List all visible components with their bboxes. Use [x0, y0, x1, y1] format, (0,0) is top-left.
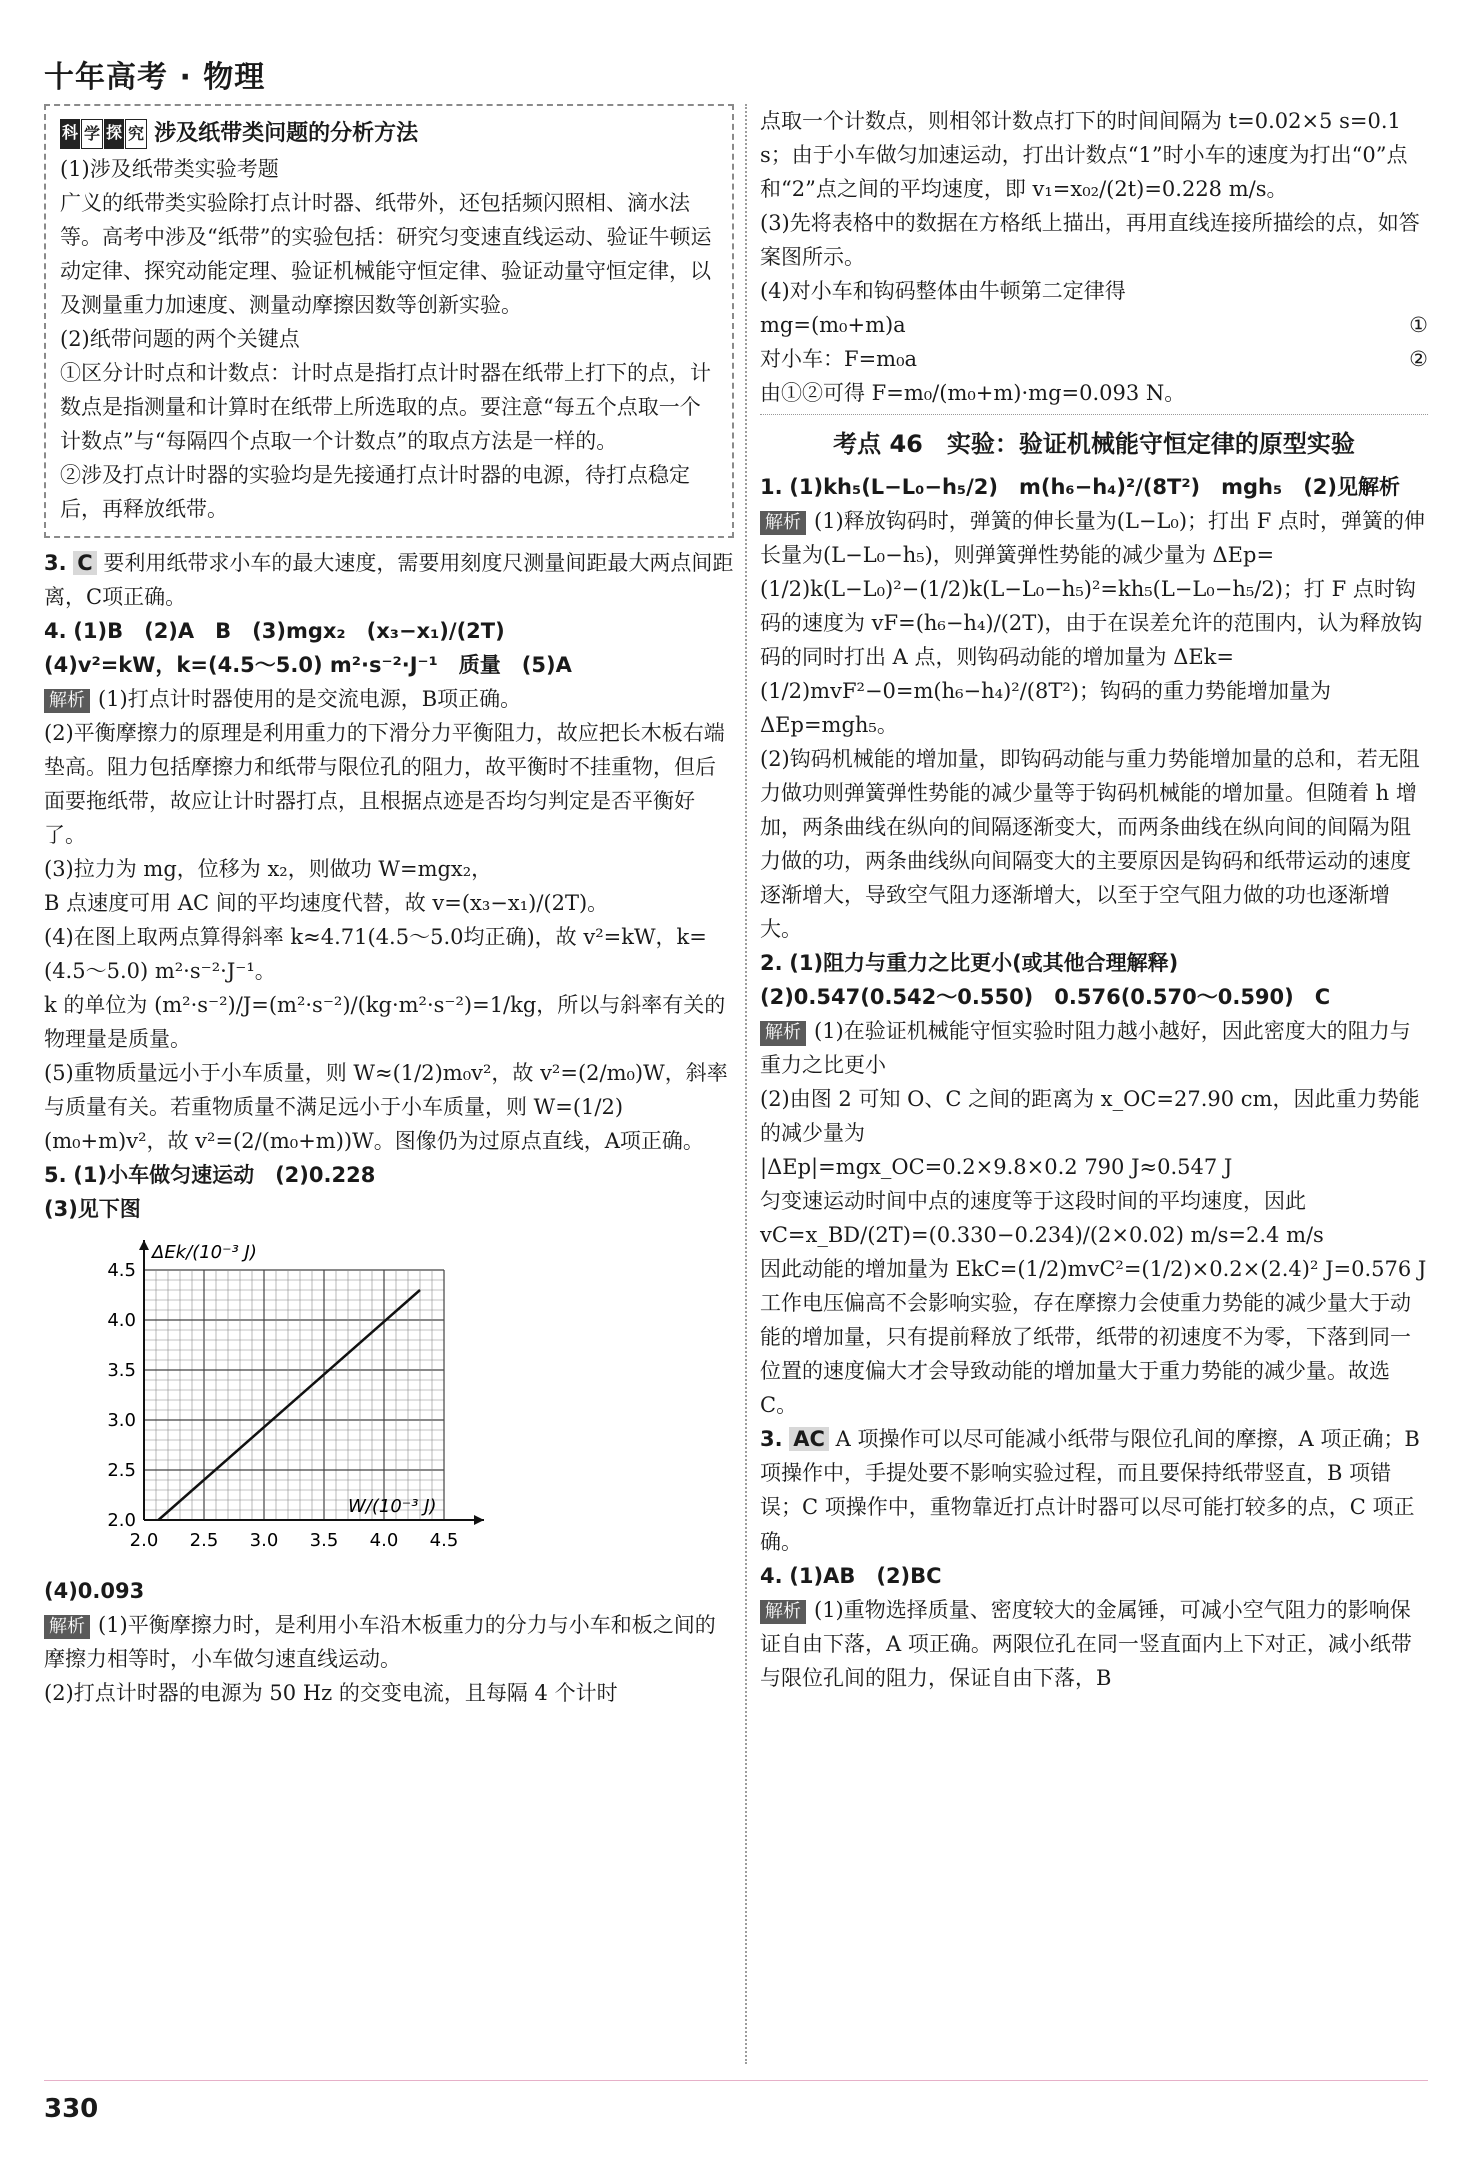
analysis-line: (2)打点计时器的电源为 50 Hz 的交变电流，且每隔 4 个计时 — [44, 1681, 618, 1706]
analysis-line: |ΔEp|=mgx_OC=0.2×9.8×0.2 790 J≈0.547 J — [760, 1155, 1233, 1180]
equation-3: 由①②可得 F=m₀/(m₀+m)·mg=0.093 N。 — [760, 381, 1186, 406]
fit-line — [158, 1290, 420, 1520]
chart-svg — [84, 1230, 504, 1560]
answer-line: (1)小车做匀速运动 (2)0.228 — [73, 1163, 376, 1188]
y-tick-label: 2.0 — [107, 1510, 136, 1532]
cont-line: (3)先将表格中的数据在方格纸上描出，再用直线连接所描绘的点，如答案图所示。 — [760, 211, 1420, 270]
analysis-tag: 解析 — [760, 1021, 806, 1045]
answer-line: (4)v²=kW，k=(4.5～5.0) m²·s⁻²·J⁻¹ 质量 (5)A — [44, 652, 572, 677]
y-tick-label: 2.5 — [107, 1460, 136, 1482]
analysis-para — [44, 682, 734, 716]
science-explore-badge — [60, 119, 148, 149]
analysis-tag: 解析 — [44, 1615, 90, 1639]
answer-line: (2)0.547(0.542～0.550) 0.576(0.570～0.590) C — [760, 985, 1331, 1010]
analysis-line: 因此动能的增加量为 EkC=(1/2)mvC²=(1/2)×0.2×(2.4)² J=0.576 J — [760, 1257, 1427, 1282]
answer-line: (4)0.093 — [44, 1579, 145, 1604]
analysis-line: (2)由图 2 可知 O、C 之间的距离为 x_OC=27.90 cm，因此重力势能的减少量为 — [760, 1087, 1420, 1146]
analysis-line: (2)钩码机械能的增加量，即钩码动能与重力势能增加量的总和，若无阻力做功则弹簧弹性势能的减少量等于钩码机械能的增加量。但随着 h 增加，两条曲线在纵向的间隔逐渐变大，而两条曲线在纵向间的间隔为阻力做的功，两条曲线纵向间隔变大的主要原因是钩码和纸带运动的速度逐渐增大，导致空气阻力逐渐增大，以至于空气阻力做的功也逐渐增大。 — [760, 747, 1420, 942]
science-explore-box — [44, 104, 734, 538]
analysis-line: (1)重物选择质量、密度较大的金属锤，可减小空气阻力的影响保证自由下落，A 项正确。两限位孔在同一竖直面内上下对正，减小纸带与限位孔间的阻力，保证自由下落，B — [760, 1597, 1412, 1690]
box-title-row — [60, 116, 718, 152]
question-4-answer — [44, 614, 734, 648]
answer-choice: AC — [789, 1427, 829, 1451]
analysis-para — [760, 504, 1428, 742]
analysis-para — [760, 1593, 1428, 1695]
y-tick-label: 4.5 — [107, 1260, 136, 1282]
x-tick-label: 3.5 — [309, 1530, 339, 1552]
footer-rule — [44, 2080, 1428, 2081]
question-number: 3. — [44, 550, 67, 575]
equation-mark: ② — [1409, 347, 1428, 372]
y-axis-label: ΔEk/(10⁻³ J) — [152, 1242, 257, 1264]
x-tick-label: 2.0 — [129, 1530, 159, 1552]
y-axis-arrow — [139, 1240, 149, 1250]
analysis-tag: 解析 — [44, 689, 90, 713]
question-text: A 项操作可以尽可能减小纸带与限位孔间的摩擦，A 项正确；B 项操作中，手提处要不影响实验过程，而且要保持纸带竖直，B 项错误；C 项操作中，重物靠近打点计时器可以尽可能打较多的点，C 项正确。 — [760, 1427, 1420, 1554]
analysis-line: (1)在验证机械能守恒实验时阻力越小越好，因此密度大的阻力与重力之比更小 — [760, 1019, 1411, 1078]
question-3 — [44, 546, 734, 614]
x-tick-label: 4.0 — [369, 1530, 399, 1552]
column-divider — [745, 104, 747, 2064]
analysis-line: 工作电压偏高不会影响实验，存在摩擦力会使重力势能的减少量大于动能的增加量，只有提前释放了纸带，纸带的初速度不为零，下落到同一位置的速度偏大才会导致动能的增加量大于重力势能的减少量。故选 C。 — [760, 1291, 1411, 1418]
analysis-para — [44, 1608, 734, 1676]
answer-choice: C — [73, 551, 96, 575]
answer-line: (1)B (2)A B (3)mgx₂ (x₃−x₁)/(2T) — [73, 618, 505, 643]
equation-text: mg=(m₀+m)a — [760, 313, 906, 338]
analysis-line: (1)平衡摩擦力时，是利用小车沿木板重力的分力与小车和板之间的摩擦力相等时，小车做匀速直线运动。 — [44, 1613, 716, 1672]
badge-char: 科 — [60, 119, 80, 149]
box-line: 广义的纸带类实验除打点计时器、纸带外，还包括频闪照相、滴水法等。高考中涉及“纸带”的实验包括：研究匀变速直线运动、验证牛顿运动定律、探究动能定理、验证机械能守恒定律、验证动量守恒定律，以及测量重力加速度、测量动摩擦因数等创新实验。 — [60, 190, 712, 317]
box-line: ①区分计时点和计数点：计时点是指打点计时器在纸带上打下的点，计数点是指测量和计算时在纸带上所选取的点。要注意“每五个点取一个计数点”与“每隔四个点取一个计数点”的取点方法是一样的。 — [60, 360, 711, 453]
x-tick-label: 2.5 — [189, 1530, 219, 1552]
analysis-line: (3)拉力为 mg，位移为 x₂，则做功 W=mgx₂， — [44, 856, 493, 881]
y-tick-label: 3.0 — [107, 1410, 136, 1432]
equation-1 — [760, 308, 1428, 342]
s2-answer — [760, 946, 1428, 980]
badge-char: 究 — [125, 119, 147, 149]
page-header: 十年高考 · 物理 — [44, 60, 266, 95]
analysis-tag: 解析 — [760, 511, 806, 535]
analysis-line: (2)平衡摩擦力的原理是利用重力的下滑分力平衡阻力，故应把长木板右端垫高。阻力包括摩擦力和纸带与限位孔的阻力，故平衡时不挂重物，但后面要拖纸带，故应让计时器打点，且根据点迹是否均匀判定是否平衡好了。 — [44, 720, 725, 847]
cont-line: 点取一个计数点，则相邻计数点打下的时间间隔为 t=0.02×5 s=0.1 s；由于小车做匀加速运动，打出计数点“1”时小车的速度为打出“0”点和“2”点之间的平均速度，即 v₁=x₀₂/(2t)=0.228 m/s。 — [760, 109, 1408, 202]
question-5-answer — [44, 1158, 734, 1192]
badge-char: 探 — [104, 119, 124, 149]
analysis-line: vC=x_BD/(2T)=(0.330−0.234)/(2×0.02) m/s=2.4 m/s — [760, 1223, 1324, 1248]
page-number: 330 — [44, 2094, 99, 2124]
answer-line: (1)kh₅(L−L₀−h₅/2) m(h₆−h₄)²/(8T²) mgh₅ (2)见解析 — [789, 475, 1401, 500]
question-number: 2. — [760, 951, 783, 976]
y-tick-label: 4.0 — [107, 1310, 136, 1332]
x-axis-label: W/(10⁻³ J) — [348, 1496, 437, 1518]
x-tick-label: 3.0 — [249, 1530, 279, 1552]
question-number: 1. — [760, 475, 783, 500]
analysis-para — [760, 1014, 1428, 1082]
analysis-line: B 点速度可用 AC 间的平均速度代替，故 v=(x₃−x₁)/(2T)。 — [44, 890, 609, 915]
x-axis-arrow — [474, 1515, 484, 1525]
question-text: 要利用纸带求小车的最大速度，需要用刻度尺测量间距最大两点间距离，C项正确。 — [44, 550, 734, 609]
energy-work-chart — [84, 1230, 734, 1570]
answer-line: (1)AB (2)BC — [789, 1563, 942, 1588]
analysis-line: (1)释放钩码时，弹簧的伸长量为(L−L₀)；打出 F 点时，弹簧的伸长量为(L−L₀−h₅)，则弹簧弹性势能的减少量为 ΔEp=(1/2)k(L−L₀)²−(1/2)k(L−L₀−h₅)²=kh₅(L−L₀−h₅/2)；打 F 点时钩码的速度为 vF=(h₆−h₄)/(2T)，由于在误差允许的范围内，认为释放钩码的同时打出 A 点，则钩码动能的增加量为 ΔEk=(1/2)mvF²−0=m(h₆−h₄)²/(8T²)；钩码的重力势能增加量为 ΔEp=mgh₅。 — [760, 509, 1425, 738]
box-line: (1)涉及纸带类实验考题 — [60, 156, 279, 181]
section-heading: 考点 46 实验：验证机械能守恒定律的原型实验 — [760, 414, 1428, 464]
analysis-line: (4)在图上取两点算得斜率 k≈4.71(4.5～5.0均正确)，故 v²=kW，k=(4.5～5.0) m²·s⁻²·J⁻¹。 — [44, 924, 707, 983]
question-number: 3. — [760, 1427, 783, 1452]
s4-answer — [760, 1559, 1428, 1593]
question-number: 4. — [760, 1563, 783, 1588]
answer-line: (3)见下图 — [44, 1197, 141, 1222]
answer-line: (1)阻力与重力之比更小(或其他合理解释) — [789, 951, 1179, 976]
box-line: ②涉及打点计时器的实验均是先接通打点计时器的电源，待打点稳定后，再释放纸带。 — [60, 462, 690, 521]
analysis-line: 匀变速运动时间中点的速度等于这段时间的平均速度，因此 — [760, 1189, 1306, 1214]
equation-mark: ① — [1409, 313, 1428, 338]
analysis-tag: 解析 — [760, 1600, 806, 1624]
question-number: 4. — [44, 618, 67, 643]
right-column — [760, 104, 1428, 1695]
left-column — [44, 104, 734, 1710]
s3-answer — [760, 1422, 1428, 1558]
y-tick-label: 3.5 — [107, 1360, 136, 1382]
analysis-line: (5)重物质量远小于小车质量，则 W≈(1/2)m₀v²，故 v²=(2/m₀)W，斜率与质量有关。若重物质量不满足远小于小车质量，则 W=(1/2)(m₀+m)v²，故 v²=(2/(m₀+m))W。图像仍为过原点直线，A项正确。 — [44, 1061, 728, 1154]
cont-line: (4)对小车和钩码整体由牛顿第二定律得 — [760, 279, 1126, 304]
box-line: (2)纸带问题的两个关键点 — [60, 326, 300, 351]
x-tick-label: 4.5 — [429, 1530, 459, 1552]
analysis-line: k 的单位为 (m²·s⁻²)/J=(m²·s⁻²)/(kg·m²·s⁻²)=1/kg，所以与斜率有关的物理量是质量。 — [44, 993, 726, 1052]
equation-text: 对小车：F=m₀a — [760, 347, 918, 372]
s1-answer — [760, 470, 1428, 504]
analysis-line: (1)打点计时器使用的是交流电源，B项正确。 — [98, 686, 522, 711]
equation-2 — [760, 342, 1428, 376]
box-title: 涉及纸带类问题的分析方法 — [154, 121, 419, 146]
badge-char: 学 — [81, 119, 103, 149]
question-number: 5. — [44, 1163, 67, 1188]
